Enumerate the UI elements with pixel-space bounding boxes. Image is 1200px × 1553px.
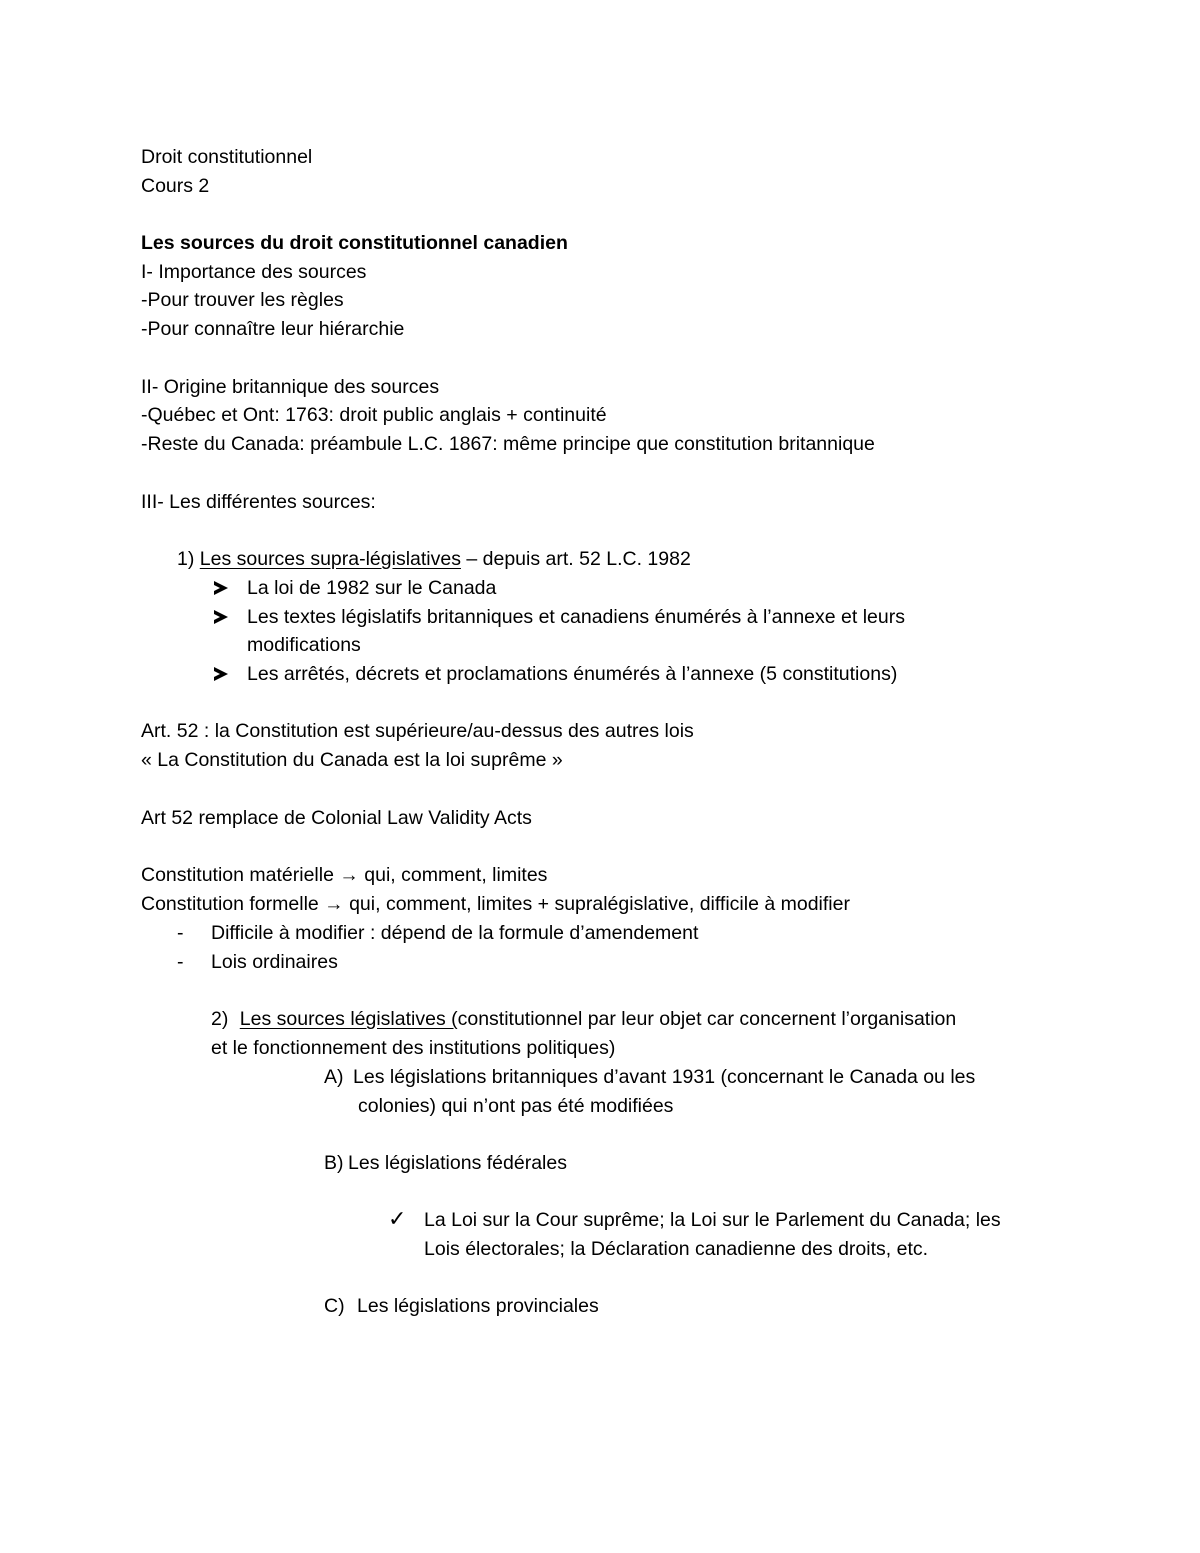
right-arrow-icon: → bbox=[324, 893, 344, 915]
legislative-title: Les sources législatives ( bbox=[239, 1008, 458, 1030]
formal-text: qui, comment, limites + supralégislative, difficile à modifier bbox=[343, 893, 850, 915]
check-item-text: La Loi sur la Cour suprême; la Loi sur le Parlement du Canada; les bbox=[424, 1209, 1001, 1231]
material-text: qui, comment, limites bbox=[358, 864, 548, 886]
supra-bullet-item: Les textes législatifs britanniques et canadiens énumérés à l’annexe et leurs bbox=[247, 606, 905, 628]
part1-item: -Pour trouver les règles bbox=[141, 289, 344, 311]
dash-item: Difficile à modifier : dépend de la formule d’amendement bbox=[211, 922, 699, 944]
check-item-text-continued: Lois électorales; la Déclaration canadienne des droits, etc. bbox=[424, 1238, 929, 1260]
dash-icon: - bbox=[177, 922, 184, 944]
supra-suffix: – depuis art. 52 L.C. 1982 bbox=[460, 548, 691, 570]
formal-label: Constitution formelle bbox=[141, 893, 319, 915]
right-arrow-icon: → bbox=[339, 864, 359, 886]
part2-item: -Québec et Ont: 1763: droit public anglais + continuité bbox=[141, 404, 607, 426]
arrow-bullet-icon bbox=[214, 581, 228, 595]
document-title: Droit constitutionnel bbox=[141, 146, 313, 168]
legislative-heading bbox=[211, 1010, 956, 1030]
material-constitution-line bbox=[141, 866, 547, 886]
supra-title: Les sources supra-législatives bbox=[199, 548, 461, 570]
material-label: Constitution matérielle bbox=[141, 864, 334, 886]
legislative-number: 2) bbox=[211, 1008, 229, 1030]
legislative-suffix: constitutionnel par leur objet car concernent l’organisation bbox=[457, 1008, 957, 1030]
part2-title: II- Origine britannique des sources bbox=[141, 376, 440, 398]
supra-bullet-item: La loi de 1982 sur le Canada bbox=[247, 577, 497, 599]
art52-replacement: Art 52 remplace de Colonial Law Validity Acts bbox=[141, 807, 532, 829]
part1-title: I- Importance des sources bbox=[141, 261, 367, 283]
item-a-text: Les législations britanniques d’avant 1931 (concernant le Canada ou les bbox=[353, 1066, 976, 1088]
art52-line: Art. 52 : la Constitution est supérieure/au-dessus des autres lois bbox=[141, 720, 694, 742]
course-label: Cours 2 bbox=[141, 175, 210, 197]
arrow-bullet-icon bbox=[214, 610, 228, 624]
part2-item: -Reste du Canada: préambule L.C. 1867: même principe que constitution britannique bbox=[141, 433, 875, 455]
supra-heading bbox=[177, 550, 691, 570]
item-a-label: A) bbox=[324, 1066, 344, 1088]
item-b-text: Les législations fédérales bbox=[348, 1152, 567, 1174]
arrow-bullet-icon bbox=[214, 667, 228, 681]
part1-item: -Pour connaître leur hiérarchie bbox=[141, 318, 405, 340]
art52-quote: « La Constitution du Canada est la loi suprême » bbox=[141, 749, 563, 771]
item-c-text: Les législations provinciales bbox=[357, 1295, 599, 1317]
item-a-text-continued: colonies) qui n’ont pas été modifiées bbox=[358, 1095, 674, 1117]
supra-bullet-item-continued: modifications bbox=[247, 634, 361, 656]
supra-bullet-item: Les arrêtés, décrets et proclamations énumérés à l’annexe (5 constitutions) bbox=[247, 663, 898, 685]
dash-icon: - bbox=[177, 951, 184, 973]
section-heading: Les sources du droit constitutionnel canadien bbox=[141, 232, 568, 254]
supra-number: 1) bbox=[177, 548, 195, 570]
dash-item: Lois ordinaires bbox=[211, 951, 338, 973]
part3-title: III- Les différentes sources: bbox=[141, 491, 376, 513]
checkmark-icon: ✓ bbox=[388, 1206, 407, 1231]
item-c-label: C) bbox=[324, 1295, 345, 1317]
formal-constitution-line bbox=[141, 895, 850, 915]
legislative-continued: et le fonctionnement des institutions politiques) bbox=[211, 1037, 616, 1059]
item-b-label: B) bbox=[324, 1152, 344, 1174]
